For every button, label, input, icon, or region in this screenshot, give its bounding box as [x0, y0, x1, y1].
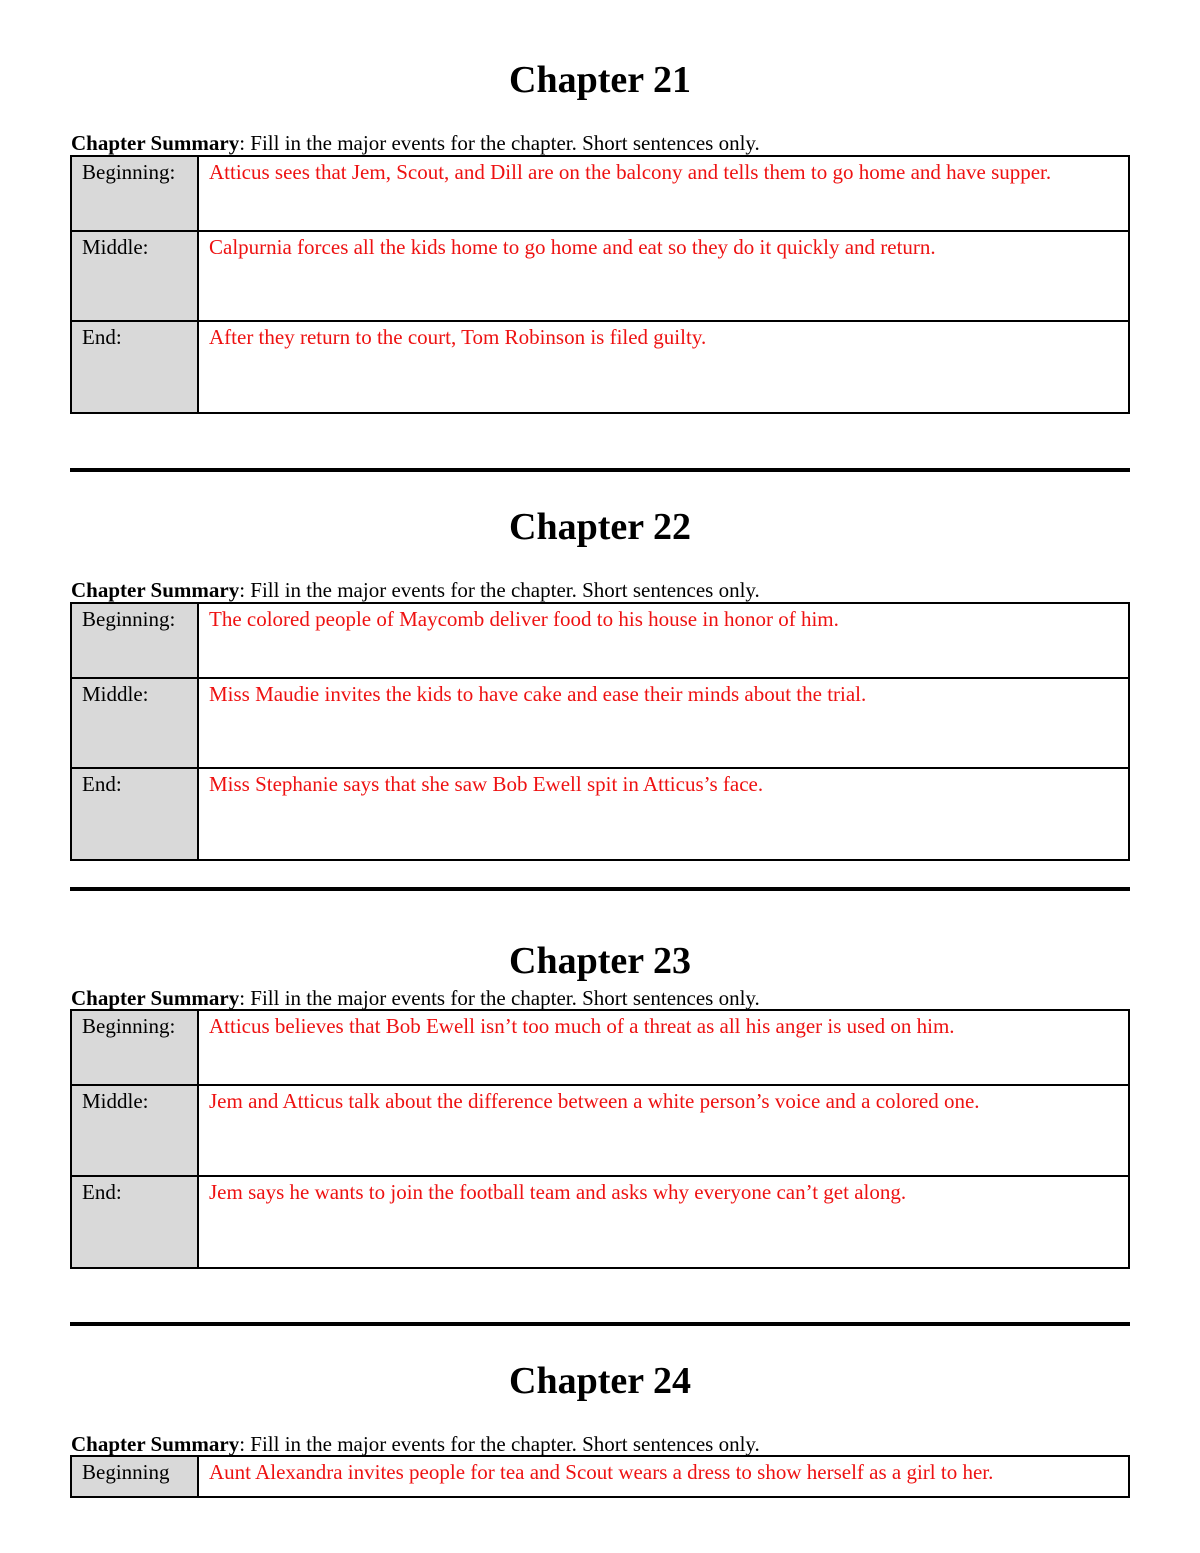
chapter-title: Chapter 23 — [509, 940, 691, 982]
row-text-beginning: The colored people of Maycomb deliver food to his house in honor of him. — [198, 603, 1129, 678]
chapter-title: Chapter 21 — [509, 59, 691, 101]
row-text-beginning: Atticus sees that Jem, Scout, and Dill are on the balcony and tells them to go home and have supper. — [198, 156, 1129, 231]
table-row — [71, 321, 1129, 413]
events-table — [70, 155, 1130, 414]
section-divider — [70, 468, 1130, 472]
row-label-end: End: — [71, 1176, 198, 1268]
chapter-summary-prompt — [71, 986, 760, 1010]
summary-label: Chapter Summary — [71, 578, 240, 602]
row-label-beginning: Beginning: — [71, 156, 198, 231]
chapter-summary-prompt — [71, 1432, 760, 1456]
summary-label: Chapter Summary — [71, 986, 240, 1010]
row-text-middle: Jem and Atticus talk about the difference between a white person’s voice and a colored one. — [198, 1085, 1129, 1176]
chapter-title: Chapter 24 — [509, 1360, 691, 1402]
table-row — [71, 603, 1129, 678]
row-text-middle: Miss Maudie invites the kids to have cake and ease their minds about the trial. — [198, 678, 1129, 768]
table-row — [71, 768, 1129, 860]
summary-instructions: : Fill in the major events for the chapter. Short sentences only. — [239, 986, 760, 1010]
table-row — [71, 1010, 1129, 1085]
summary-instructions: : Fill in the major events for the chapter. Short sentences only. — [239, 1432, 760, 1456]
events-table — [70, 1009, 1130, 1269]
table-row — [71, 1456, 1129, 1497]
table-row — [71, 231, 1129, 321]
table-row — [71, 156, 1129, 231]
row-label-beginning: Beginning: — [71, 1010, 198, 1085]
row-label-middle: Middle: — [71, 231, 198, 321]
row-text-beginning: Aunt Alexandra invites people for tea and Scout wears a dress to show herself as a girl to her. — [198, 1456, 1129, 1497]
events-table — [70, 1455, 1130, 1498]
row-label-end: End: — [71, 321, 198, 413]
events-table — [70, 602, 1130, 861]
row-text-end: Jem says he wants to join the football team and asks why everyone can’t get along. — [198, 1176, 1129, 1268]
row-text-beginning: Atticus believes that Bob Ewell isn’t too much of a threat as all his anger is used on him. — [198, 1010, 1129, 1085]
table-row — [71, 678, 1129, 768]
chapter-title: Chapter 22 — [509, 506, 691, 548]
row-text-end: Miss Stephanie says that she saw Bob Ewell spit in Atticus’s face. — [198, 768, 1129, 860]
chapter-summary-prompt — [71, 131, 760, 155]
row-text-middle: Calpurnia forces all the kids home to go home and eat so they do it quickly and return. — [198, 231, 1129, 321]
section-divider — [70, 1322, 1130, 1326]
summary-label: Chapter Summary — [71, 1432, 240, 1456]
section-divider — [70, 887, 1130, 891]
table-row — [71, 1085, 1129, 1176]
row-label-beginning: Beginning: — [71, 603, 198, 678]
summary-instructions: : Fill in the major events for the chapter. Short sentences only. — [239, 131, 760, 155]
row-label-middle: Middle: — [71, 1085, 198, 1176]
summary-label: Chapter Summary — [71, 131, 240, 155]
row-label-middle: Middle: — [71, 678, 198, 768]
chapter-summary-prompt — [71, 578, 760, 602]
summary-instructions: : Fill in the major events for the chapter. Short sentences only. — [239, 578, 760, 602]
row-label-end: End: — [71, 768, 198, 860]
row-text-end: After they return to the court, Tom Robinson is filed guilty. — [198, 321, 1129, 413]
table-row — [71, 1176, 1129, 1268]
row-label-beginning: Beginning — [71, 1456, 198, 1497]
